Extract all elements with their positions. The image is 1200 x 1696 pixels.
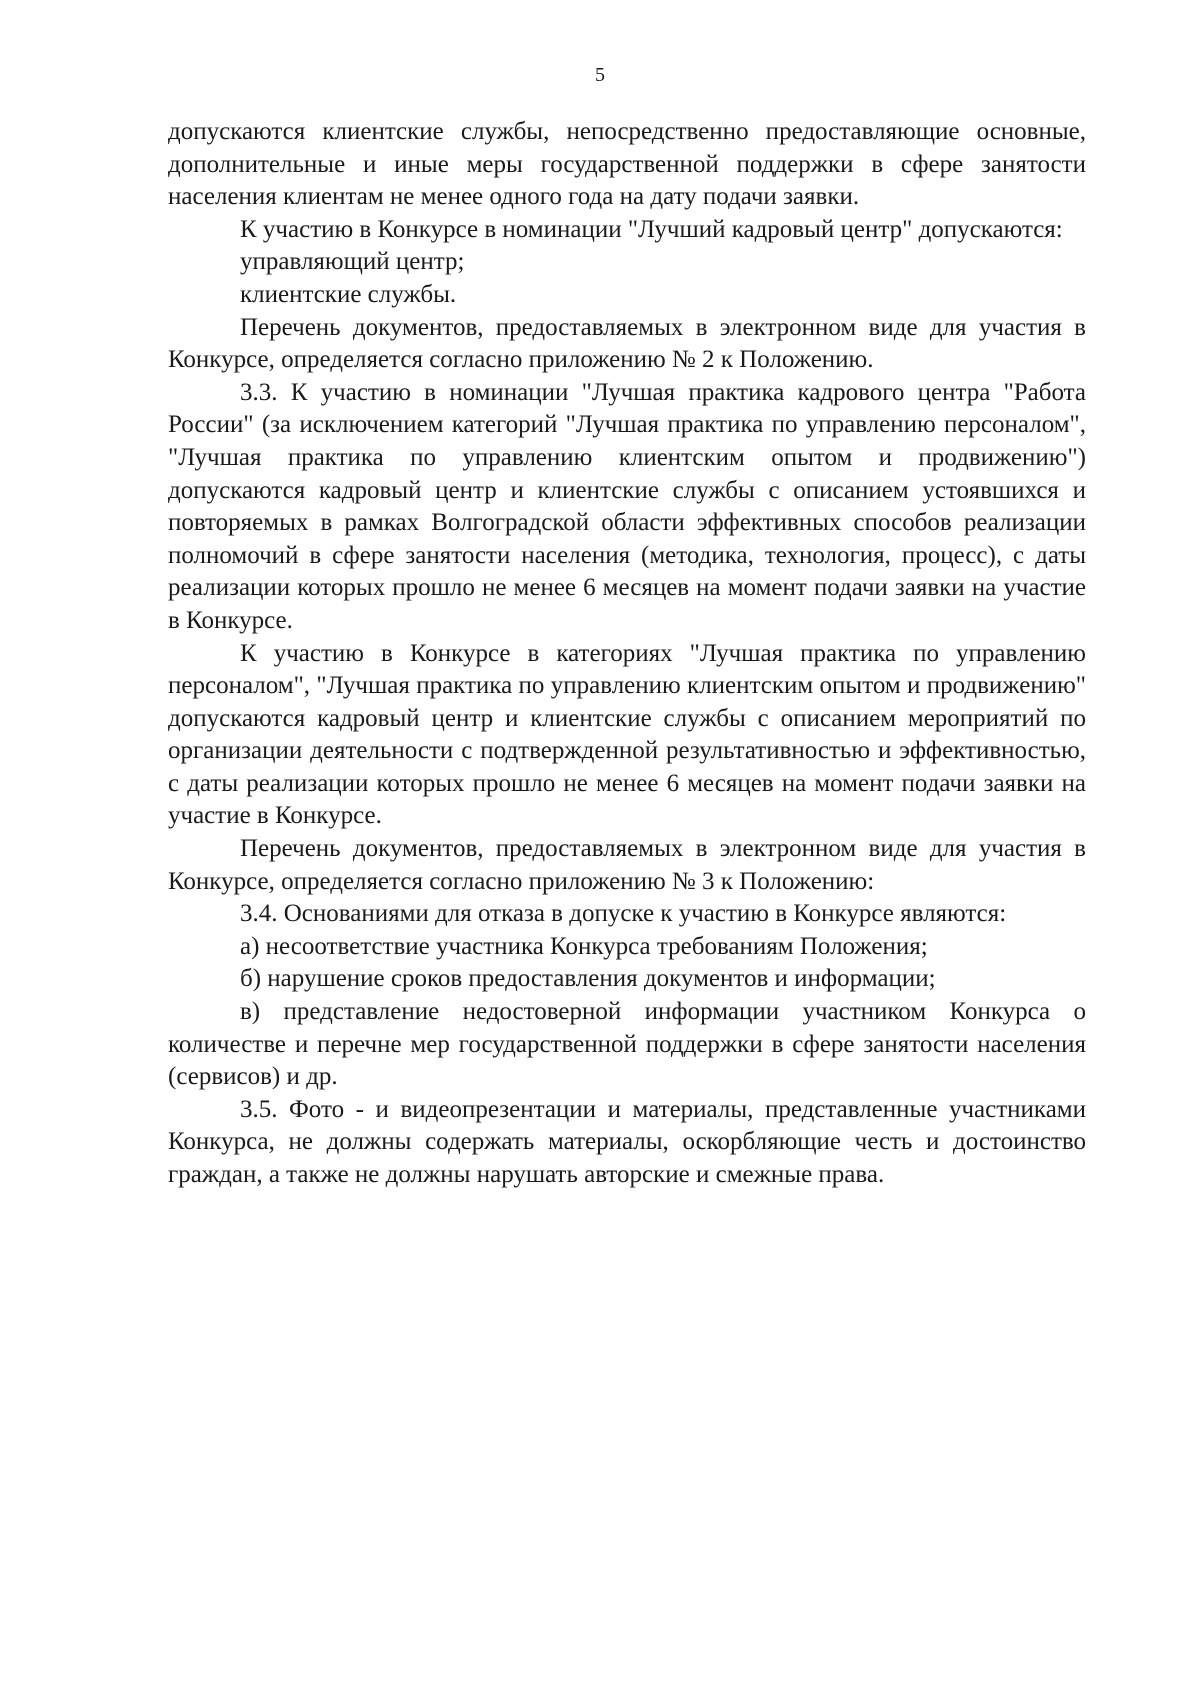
paragraph-section-3-3: 3.3. К участию в номинации "Лучшая практика кадрового центра "Работа России" (за исключением категорий "Лучшая практика по управлению персоналом", "Лучшая практика по управлению клиентским опытом и продвижению") допускаются кадровый центр и клиентские службы с описанием устоявшихся и повторяемых в рамках Волгоградской области эффективных способов реализации полномочий в сфере занятости населения (методика, технология, процесс), с даты реализации которых прошло не менее 6 месяцев на момент подачи заявки на участие в Конкурсе. <box>168 378 1086 634</box>
list-item-managing-center: управляющий центр; <box>240 248 465 276</box>
list-item-client-services: клиентские службы. <box>240 280 457 308</box>
list-item-refusal-a: а) несоответствие участника Конкурса требованиям Положения; <box>240 932 928 960</box>
document-body <box>168 116 1086 1192</box>
list-item-refusal-c: в) представление недостоверной информации участником Конкурса о количестве и перечне мер государственной поддержки в сфере занятости населения (сервисов) и др. <box>168 998 1086 1091</box>
paragraph-best-center-nomination: К участию в Конкурсе в номинации "Лучший кадровый центр" допускаются: <box>240 215 1063 243</box>
paragraph-categories-eligibility: К участию в Конкурсе в категориях "Лучшая практика по управлению персоналом", "Лучшая практика по управлению клиентским опытом и продвижению" допускаются кадровый центр и клиентские службы с описанием мероприятий по организации деятельности с подтвержденной результативностью и эффективностью, с даты реализации которых прошло не менее 6 месяцев на момент подачи заявки на участие в Конкурсе. <box>168 639 1086 830</box>
paragraph-documents-appendix-2: Перечень документов, предоставляемых в электронном виде для участия в Конкурсе, определяется согласно приложению № 2 к Положению. <box>168 313 1086 374</box>
paragraph-section-3-5: 3.5. Фото - и видеопрезентации и материалы, представленные участниками Конкурса, не должны содержать материалы, оскорбляющие честь и достоинство граждан, а также не должны нарушать авторские и смежные права. <box>168 1095 1086 1188</box>
paragraph-clients-eligibility: допускаются клиентские службы, непосредственно предоставляющие основные, дополнительные и иные меры государственной поддержки в сфере занятости населения клиентам не менее одного года на дату подачи заявки. <box>168 118 1086 211</box>
page-number: 5 <box>595 64 605 86</box>
paragraph-section-3-4: 3.4. Основаниями для отказа в допуске к участию в Конкурсе являются: <box>240 900 1007 928</box>
list-item-refusal-b: б) нарушение сроков предоставления документов и информации; <box>240 965 936 993</box>
paragraph-documents-appendix-3: Перечень документов, предоставляемых в электронном виде для участия в Конкурсе, определяется согласно приложению № 3 к Положению: <box>168 835 1086 895</box>
